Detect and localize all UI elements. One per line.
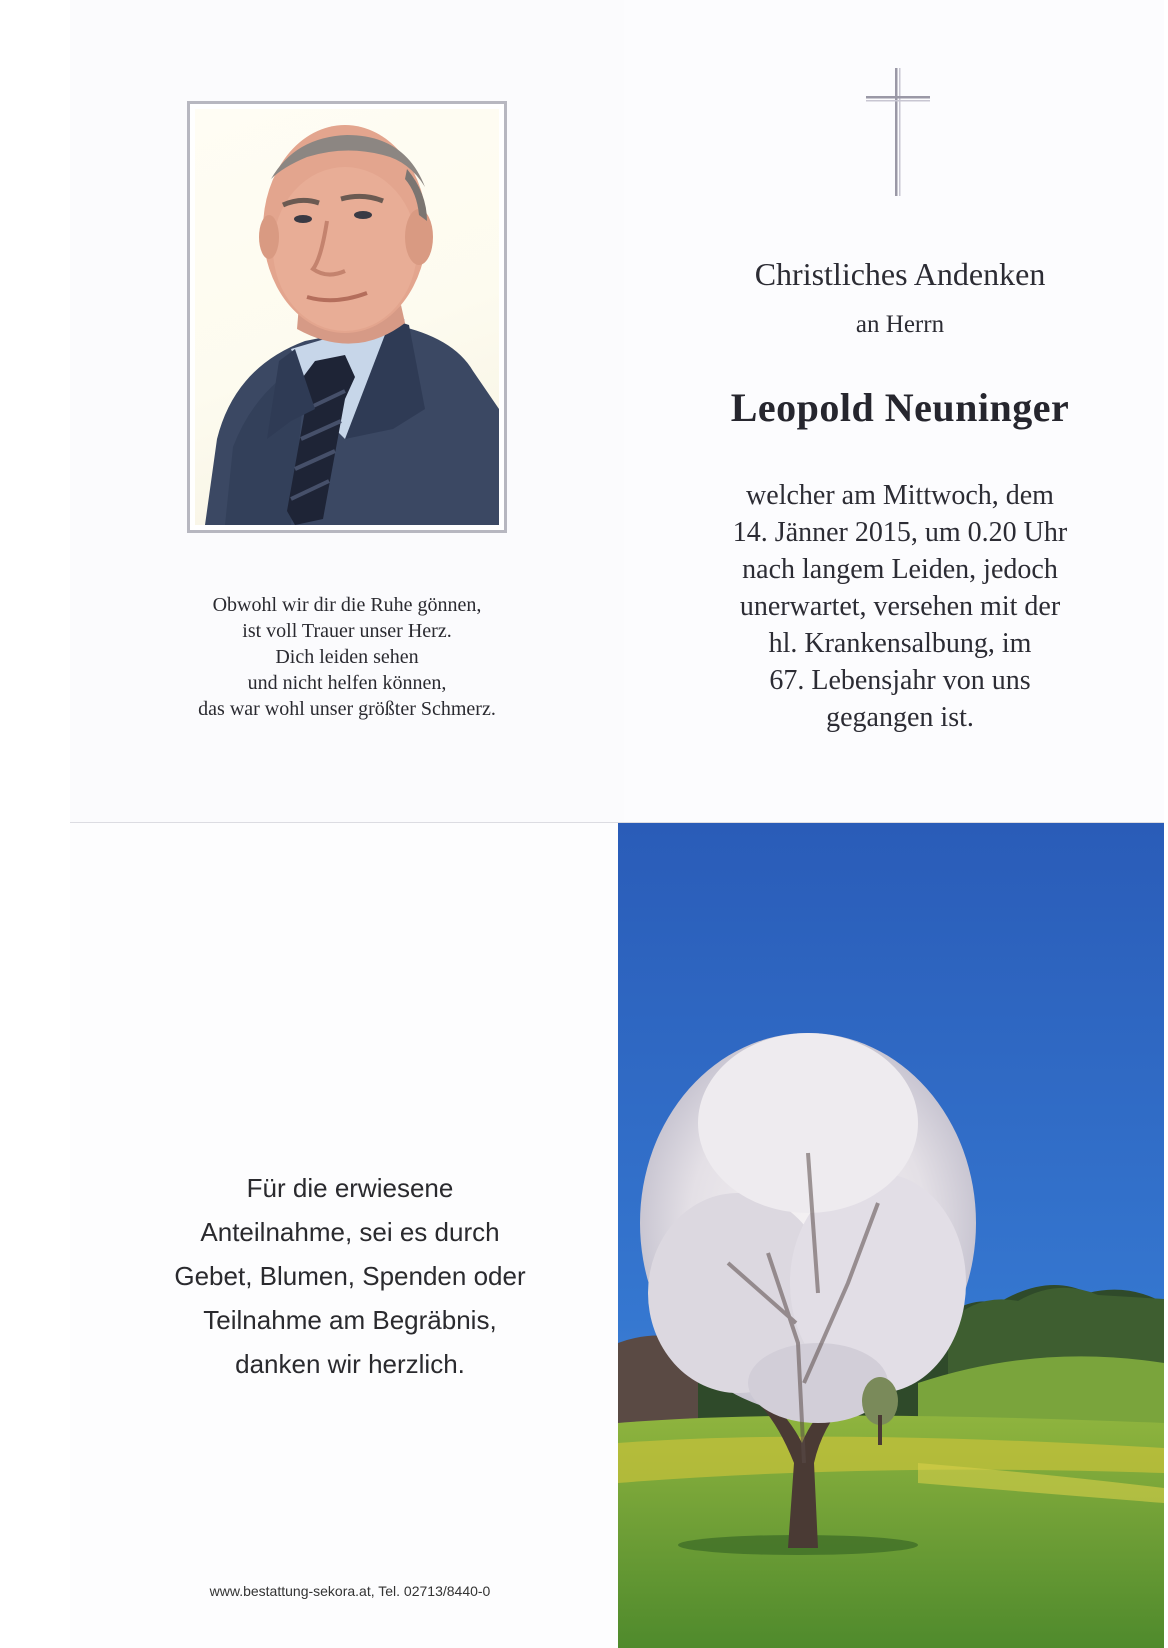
funeral-home-contact: www.bestattung-sekora.at, Tel. 02713/8440-0 xyxy=(209,1583,491,1599)
memorial-text-line: gegangen ist. xyxy=(826,702,974,733)
portrait-photo xyxy=(195,109,499,525)
poem-line: Dich leiden sehen xyxy=(275,646,419,668)
thanks-line: danken wir herzlich. xyxy=(235,1349,465,1379)
portrait-illustration xyxy=(195,109,499,525)
cross-icon xyxy=(866,68,930,196)
thanks-line: Gebet, Blumen, Spenden oder xyxy=(174,1261,526,1291)
memorial-heading: Christliches Andenken xyxy=(754,256,1046,292)
deceased-name: Leopold Neuninger xyxy=(730,385,1070,430)
memorial-text-line: 67. Lebensjahr von uns xyxy=(769,665,1031,696)
thanks-line: Anteilnahme, sei es durch xyxy=(200,1217,500,1247)
memorial-poem xyxy=(120,592,574,722)
memorial-text-line: nach langem Leiden, jedoch xyxy=(742,554,1058,585)
blossom-tree-illustration xyxy=(618,823,1164,1648)
thanks-line: Für die erwiesene xyxy=(246,1173,454,1203)
thanks-message xyxy=(130,1166,570,1386)
poem-line: und nicht helfen können, xyxy=(247,672,447,694)
memorial-text-line: 14. Jänner 2015, um 0.20 Uhr xyxy=(732,517,1068,548)
portrait-frame xyxy=(187,101,507,533)
thanks-line: Teilnahme am Begräbnis, xyxy=(203,1305,497,1335)
memorial-text-line: welcher am Mittwoch, dem xyxy=(746,480,1054,511)
poem-line: Obwohl wir dir die Ruhe gönnen, xyxy=(212,594,482,616)
memorial-text xyxy=(640,477,1160,736)
poem-line: ist voll Trauer unser Herz. xyxy=(242,620,452,642)
landscape-photo xyxy=(618,823,1164,1648)
memorial-text-line: hl. Krankensalbung, im xyxy=(768,628,1032,659)
memorial-subheading: an Herrn xyxy=(855,311,945,338)
memorial-text-line: unerwartet, versehen mit der xyxy=(739,591,1061,622)
poem-line: das war wohl unser größter Schmerz. xyxy=(198,698,496,720)
